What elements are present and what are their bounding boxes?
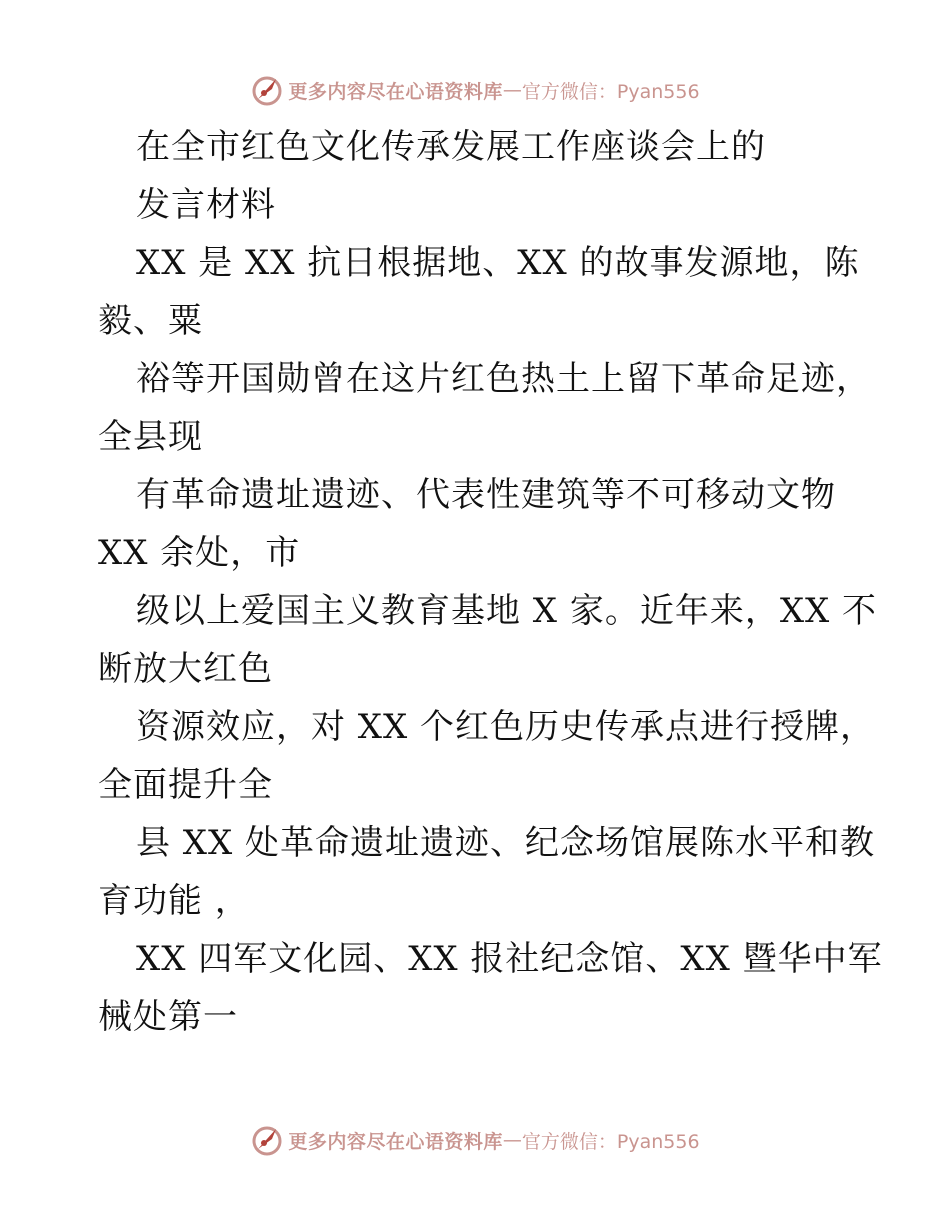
text-line: XX 是 XX 抗日根据地、XX 的故事发源地，陈 (136, 243, 860, 283)
text-line: 有革命遗址遗迹、代表性建筑等不可移动文物 (136, 475, 836, 515)
text-line: XX 四军文化园、XX 报社纪念馆、XX 暨华中军 (136, 939, 883, 979)
watermark-wechat: 官方微信：Pyan556 (521, 80, 700, 103)
text-line: 全县现 (98, 417, 203, 457)
text-line: 毅、粟 (98, 301, 203, 341)
footer-watermark (0, 1120, 950, 1160)
text-line: 在全市红色文化传承发展工作座谈会上的 (136, 127, 766, 167)
text-line: 发言材料 (136, 185, 276, 225)
watermark-text: 更多内容尽在心语资料库 (288, 80, 503, 103)
text-line: 械处第一 (98, 997, 238, 1037)
quill-logo-icon (250, 1123, 284, 1157)
text-line: 全面提升全 (98, 765, 273, 805)
text-line: 县 XX 处革命遗址遗迹、纪念场馆展陈水平和教 (136, 823, 876, 863)
watermark-separator: — (502, 1129, 522, 1151)
watermark-text: 更多内容尽在心语资料库 (288, 1130, 503, 1153)
quill-logo-icon (250, 73, 284, 107)
text-line: XX 余处，市 (98, 533, 301, 573)
document-body (98, 118, 883, 1046)
text-line: 裕等开国勋曾在这片红色热土上留下革命足迹， (136, 359, 871, 399)
watermark-wechat: 官方微信：Pyan556 (521, 1130, 700, 1153)
text-line: 断放大红色 (98, 649, 273, 689)
header-watermark (0, 70, 950, 110)
text-line: 资源效应，对 XX 个红色历史传承点进行授牌， (136, 707, 876, 747)
text-line: 育功能 ， (98, 881, 250, 921)
watermark-separator: — (502, 79, 522, 101)
text-line: 级以上爱国主义教育基地 X 家。近年来，XX 不 (136, 591, 878, 631)
